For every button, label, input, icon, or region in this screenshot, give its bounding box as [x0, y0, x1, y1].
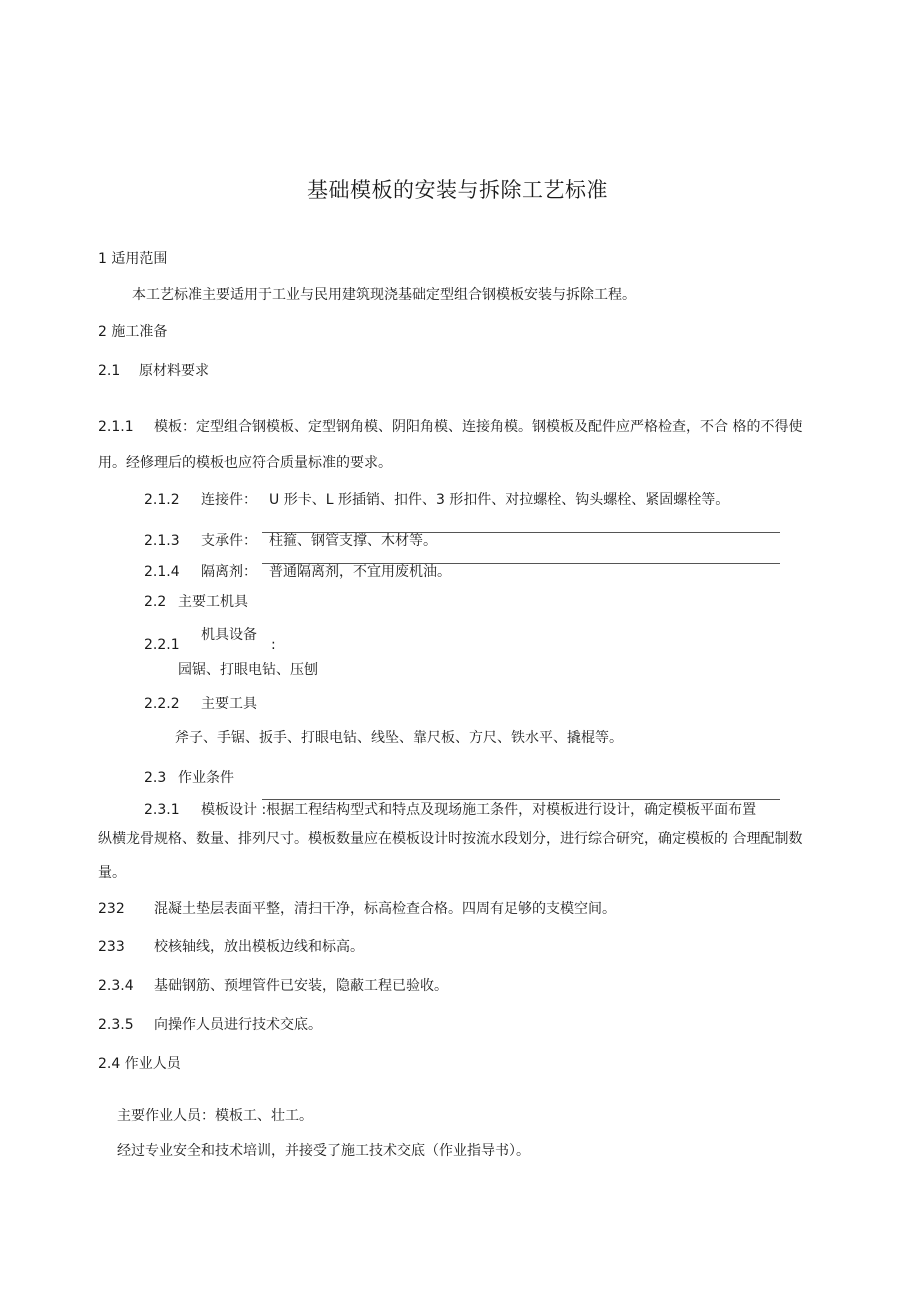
section-2-3-1-line1: 模板设计 :根据工程结构型式和特点及现场施工条件，对模板进行设计，确定模板平面布置	[201, 802, 757, 818]
section-2-1-label: 原材料要求	[139, 363, 209, 379]
section-2-heading: 2 施工准备	[98, 324, 168, 340]
section-2-2-2-number: 2.2.2	[144, 696, 180, 712]
section-2-4-heading: 2.4 作业人员	[98, 1056, 181, 1072]
section-2-2-2-label: 主要工具	[201, 696, 257, 712]
section-2-3-number: 2.3	[144, 770, 167, 786]
section-1-heading: 1 适用范围	[98, 251, 168, 267]
section-2-1-1-line2: 用。经修理后的模板也应符合质量标准的要求。	[98, 455, 392, 471]
section-2-3-5-number: 2.3.5	[98, 1017, 134, 1033]
section-2-4-line2: 经过专业安全和技术培训，并接受了施工技术交底（作业指导书）。	[117, 1143, 530, 1159]
section-2-1-1-line1: 模板：定型组合钢模板、定型钢角模、阴阳角模、连接角模。钢模板及配件应严格检查，不合 格的不得使	[154, 419, 803, 435]
section-2-2-number: 2.2	[144, 594, 167, 610]
section-2-1-4-text: 普通隔离剂，不宜用废机油。	[269, 564, 451, 580]
section-2-3-4-number: 2.3.4	[98, 978, 134, 994]
section-2-3-2-number: 232	[98, 901, 125, 917]
document-title: 基础模板的安装与拆除工艺标准	[307, 178, 608, 202]
section-2-2-1-colon: :	[271, 637, 276, 653]
section-2-1-number: 2.1	[98, 363, 121, 379]
section-2-2-1-label: 机具设备	[201, 627, 257, 643]
section-2-3-1-line2: 纵横龙骨规格、数量、排列尺寸。模板数量应在模板设计时按流水段划分，进行综合研究，确定模板的 合理配制数	[98, 831, 803, 847]
section-2-2-label: 主要工机具	[178, 594, 248, 610]
section-2-1-1-number: 2.1.1	[98, 419, 134, 435]
section-2-1-2-text: U 形卡、L 形插销、扣件、3 形扣件、对拉螺栓、钩头螺栓、紧固螺栓等。	[269, 492, 730, 508]
section-2-3-label: 作业条件	[178, 770, 234, 786]
section-2-3-1-line3: 量。	[98, 865, 126, 881]
section-2-4-line1: 主要作业人员：模板工、壮工。	[117, 1108, 313, 1124]
section-2-1-3-number: 2.1.3	[144, 533, 180, 549]
underline-rule	[262, 799, 780, 800]
section-2-3-3-number: 233	[98, 939, 125, 955]
section-2-2-1-text: 园锯、打眼电钻、压刨	[178, 662, 318, 678]
section-2-3-1-number: 2.3.1	[144, 802, 180, 818]
section-2-1-3-text: 柱箍、钢管支撑、木材等。	[269, 533, 437, 549]
section-2-1-2-number: 2.1.2	[144, 492, 180, 508]
section-2-3-2-text: 混凝土垫层表面平整，清扫干净，标高检查合格。四周有足够的支模空间。	[154, 901, 616, 917]
section-2-3-4-text: 基础钢筋、预埋管件已安装，隐蔽工程已验收。	[154, 978, 448, 994]
section-1-body: 本工艺标准主要适用于工业与民用建筑现浇基础定型组合钢模板安装与拆除工程。	[132, 287, 636, 303]
section-2-3-5-text: 向操作人员进行技术交底。	[154, 1017, 322, 1033]
section-2-3-3-text: 校核轴线，放出模板边线和标高。	[154, 939, 364, 955]
section-2-1-2-label: 连接件：	[201, 492, 257, 508]
section-2-1-4-label: 隔离剂：	[201, 564, 257, 580]
section-2-2-2-text: 斧子、手锯、扳手、打眼电钻、线坠、靠尺板、方尺、铁水平、撬棍等。	[175, 730, 623, 746]
section-2-2-1-number: 2.2.1	[144, 637, 180, 653]
section-2-1-4-number: 2.1.4	[144, 564, 180, 580]
section-2-1-3-label: 支承件：	[201, 533, 257, 549]
